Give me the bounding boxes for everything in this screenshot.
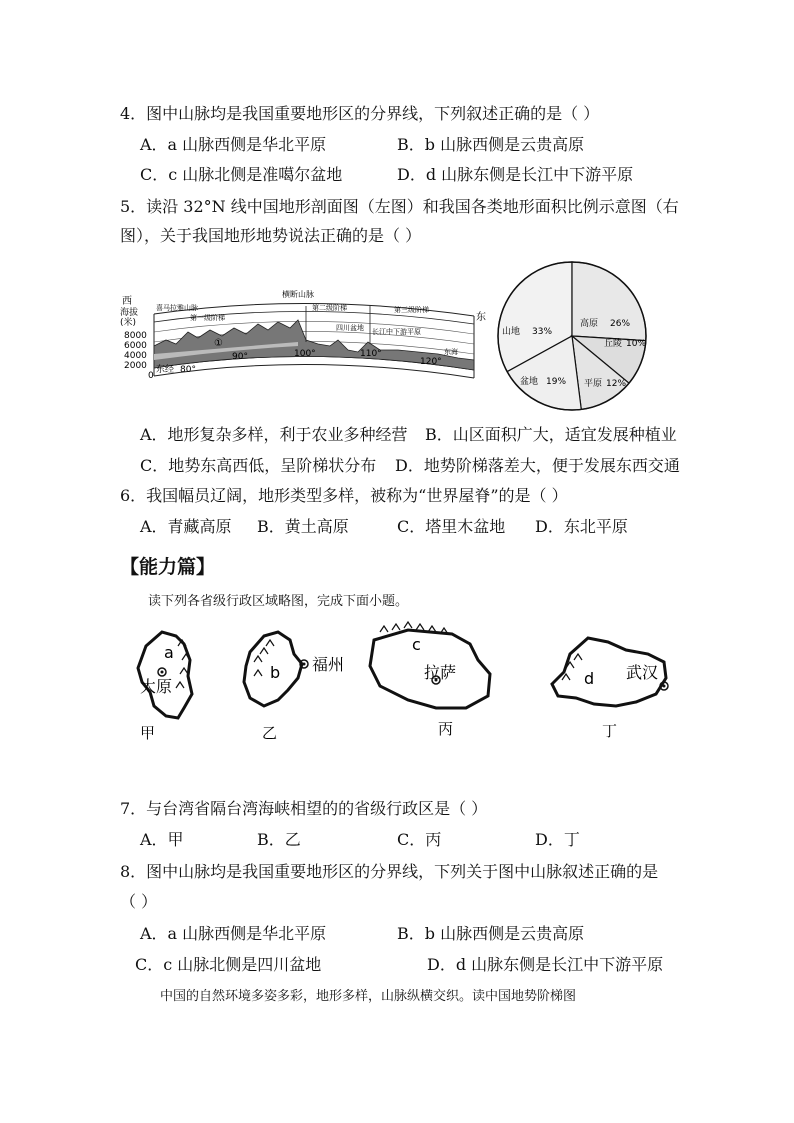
q5-option-c: C．地势东高西低，呈阶梯状分布 [140, 456, 377, 475]
q6-option-a: A．青藏高原 [140, 517, 232, 536]
q4-option-b: B．b 山脉西侧是云贵高原 [397, 135, 585, 154]
lon-100: 100° [294, 349, 316, 359]
map-caption-bing: 丙 [438, 720, 454, 738]
next-passage: 中国的自然环境多姿多彩，地形多样，山脉纵横交织。读中国地势阶梯图 [160, 989, 577, 1004]
map-label-b: b [270, 663, 281, 682]
q8-option-c: C．c 山脉北侧是四川盆地 [135, 955, 322, 974]
pie-plateau-value: 26% [610, 319, 631, 329]
q7-option-a: A．甲 [140, 830, 184, 849]
label-himalaya: 喜马拉雅山脉 [156, 304, 198, 312]
lon-110: 110° [360, 349, 382, 359]
q6-stem: 6．我国幅员辽阔，地形类型多样，被称为“世界屋脊”的是（ ） [120, 486, 568, 505]
q4-option-a: A．a 山脉西侧是华北平原 [140, 135, 327, 154]
y-tick-8000: 8000 [124, 331, 147, 341]
map-yi [244, 632, 344, 742]
q5-option-a: A．地形复杂多样，利于农业多种经营 [140, 425, 408, 444]
q8-stem-line2: （ ） [120, 892, 158, 911]
label-step-one: 第一级阶梯 [190, 314, 225, 322]
q7-option-d: D．丁 [535, 830, 580, 849]
q8-option-d: D．d 山脉东侧是长江中下游平原 [427, 955, 664, 974]
maps-intro: 读下列各省级行政区域略图，完成下面小题。 [148, 594, 409, 609]
y-tick-0: 0 [148, 371, 154, 381]
pie-hill-value: 10% [626, 339, 647, 349]
label-sichuan-basin: 四川盆地 [336, 324, 364, 332]
city-wuhan: 武汉 [626, 663, 659, 682]
q8-option-b: B．b 山脉西侧是云贵高原 [397, 924, 585, 943]
q5-stem-line2: 图），关于我国地形地势说法正确的是（ ） [120, 226, 422, 245]
q4-option-c: C．c 山脉北侧是准噶尔盆地 [140, 165, 343, 184]
map-bing [370, 622, 490, 738]
q5-option-b: B．山区面积广大，适宜发展种植业 [425, 425, 677, 444]
pie-plateau-label: 高原 [580, 319, 599, 329]
label-changjiang-plain: 长江中下游平原 [372, 328, 421, 336]
q8-option-a: A．a 山脉西侧是华北平原 [140, 924, 327, 943]
q6-option-d: D．东北平原 [535, 517, 628, 536]
q8-stem-line1: 8．图中山脉均是我国重要地形区的分界线，下列关于图中山脉叙述正确的是 [120, 862, 659, 881]
pie-hill-label: 丘陵 [604, 339, 623, 349]
section-heading: 【能力篇】 [120, 556, 216, 578]
q7-option-b: B．乙 [257, 830, 301, 849]
pie-plain-value: 12% [606, 379, 627, 389]
map-jia [138, 632, 192, 742]
map-label-a: a [164, 643, 174, 662]
q6-option-c: C．塔里木盆地 [397, 517, 506, 536]
pie-mountain-value: 33% [532, 327, 553, 337]
map-caption-yi: 乙 [262, 724, 278, 742]
map-caption-ding: 丁 [602, 722, 618, 740]
landform-pie-figure [484, 258, 668, 414]
q4-option-d: D．d 山脉东侧是长江中下游平原 [397, 165, 634, 184]
terrain-profile-figure [118, 280, 488, 385]
pie-mountain-label: 山地 [502, 327, 521, 337]
pie-plain-label: 平原 [584, 379, 603, 389]
profile-west-label: 西 [122, 296, 132, 307]
q7-option-c: C．丙 [397, 830, 442, 849]
label-east-longitude: 东经 [156, 365, 175, 375]
profile-elevation-unit: (米) [120, 318, 137, 328]
pie-basin-label: 盆地 [520, 377, 539, 387]
map-label-c: c [412, 635, 421, 654]
label-step-two: 第二级阶梯 [312, 304, 347, 312]
label-hengduan: 横断山脉 [282, 290, 314, 299]
map-label-d: d [584, 669, 595, 688]
y-tick-4000: 4000 [124, 351, 147, 361]
label-east-sea: 东海 [444, 348, 458, 356]
city-taiyuan: 太原 [140, 677, 173, 696]
q5-option-d: D．地势阶梯落差大，便于发展东西交通 [395, 456, 680, 475]
q4-stem: 4．图中山脉均是我国重要地形区的分界线，下列叙述正确的是（ ） [120, 104, 600, 123]
q5-stem-line1: 5．读沿 32°N 线中国地形剖面图（左图）和我国各类地形面积比例示意图（右 [120, 197, 679, 216]
map-ding [552, 638, 668, 740]
label-step-three: 第三级阶梯 [394, 306, 429, 314]
province-maps-figure [118, 616, 678, 746]
profile-east-label: 东 [476, 312, 486, 323]
q7-stem: 7．与台湾省隔台湾海峡相望的的省级行政区是（ ） [120, 799, 488, 818]
q6-option-b: B．黄土高原 [257, 517, 349, 536]
pie-basin-value: 19% [546, 377, 567, 387]
lon-80: 80° [180, 365, 196, 375]
lon-90: 90° [232, 352, 248, 362]
map-caption-jia: 甲 [140, 724, 156, 742]
y-tick-2000: 2000 [124, 361, 147, 371]
profile-marker-1: ① [214, 338, 223, 349]
city-fuzhou: 福州 [312, 655, 345, 674]
y-tick-6000: 6000 [124, 341, 147, 351]
profile-elevation-label: 海拔 [120, 308, 139, 318]
lon-120: 120° [420, 357, 442, 367]
city-lasa: 拉萨 [424, 663, 457, 682]
